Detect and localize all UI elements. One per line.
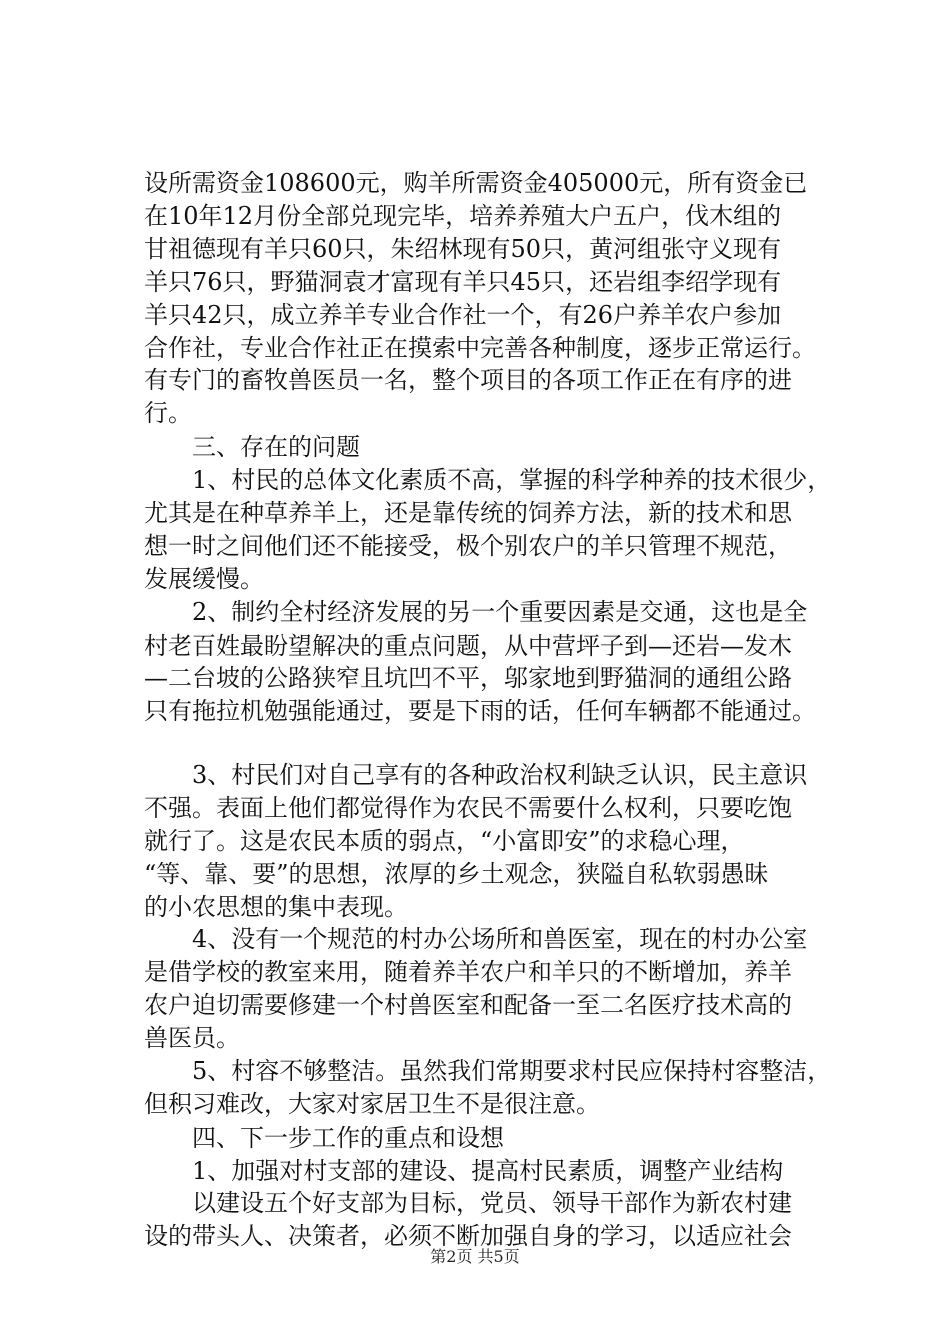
text-line: 1、村民的总体文化素质不高，掌握的科学种养的技术很少， <box>144 466 832 494</box>
text-line: 想一时之间他们还不能接受，极个别农户的羊只管理不规范， <box>144 532 792 560</box>
text-line: 不强。表面上他们都觉得作为农民不需要什么权利，只要吃饱 <box>144 794 792 822</box>
text-line: 农户迫切需要修建一个村兽医室和配备一至二名医疗技术高的 <box>144 991 792 1019</box>
text-line: 四、下一步工作的重点和设想 <box>144 1124 504 1152</box>
text-line: 发展缓慢。 <box>144 565 264 593</box>
text-line: 4、没有一个规范的村办公场所和兽医室，现在的村办公室 <box>144 925 808 953</box>
text-line: 的小农思想的集中表现。 <box>144 893 408 921</box>
text-line: 三、存在的问题 <box>144 433 360 461</box>
text-line: “等、靠、要”的思想，浓厚的乡土观念，狭隘自私软弱愚昧 <box>144 860 769 888</box>
text-line: 合作社，专业合作社正在摸索中完善各种制度，逐步正常运行。 <box>144 334 816 362</box>
text-line: 3、村民们对自己享有的各种政治权利缺乏认识，民主意识 <box>144 761 808 789</box>
text-line: 设的带头人、决策者，必须不断加强自身的学习，以适应社会 <box>144 1222 792 1250</box>
text-line: 村老百姓最盼望解决的重点问题，从中营坪子到—还岩—发木 <box>144 632 792 660</box>
text-line: 甘祖德现有羊只60只，朱绍林现有50只，黄河组张守义现有 <box>144 235 782 263</box>
text-line: 只有拖拉机勉强能通过，要是下雨的话，任何车辆都不能通过。 <box>144 697 816 725</box>
text-line: 5、村容不够整洁。虽然我们常期要求村民应保持村容整洁， <box>144 1057 832 1085</box>
text-line: 羊只76只，野猫洞袁才富现有羊只45只，还岩组李绍学现有 <box>144 268 782 296</box>
text-line: 2、制约全村经济发展的另一个重要因素是交通，这也是全 <box>144 598 808 626</box>
text-line: 兽医员。 <box>144 1024 240 1052</box>
text-line: 以建设五个好支部为目标，党员、领导干部作为新农村建 <box>144 1189 792 1217</box>
text-line: 就行了。这是农民本质的弱点，“小富即安”的求稳心理， <box>144 827 745 855</box>
text-line: 有专门的畜牧兽医员一名，整个项目的各项工作正在有序的进 <box>144 366 792 394</box>
text-line: 羊只42只，成立养羊专业合作社一个，有26户养羊农户参加 <box>144 301 782 329</box>
text-line: —二台坡的公路狭窄且坑凹不平，邬家地到野猫洞的通组公路 <box>144 664 792 692</box>
text-line: 1、加强对村支部的建设、提高村民素质，调整产业结构 <box>144 1157 784 1185</box>
text-line: 但积习难改，大家对家居卫生不是很注意。 <box>144 1090 600 1118</box>
text-line: 尤其是在种草养羊上，还是靠传统的饲养方法，新的技术和思 <box>144 499 792 527</box>
text-line: 在10年12月份全部兑现完毕，培养养殖大户五户，伐木组的 <box>144 202 782 230</box>
text-line: 行。 <box>144 399 192 427</box>
page-number: 第2页 共5页 <box>430 1247 520 1266</box>
text-line: 是借学校的教室来用，随着养羊农户和羊只的不断增加，养羊 <box>144 958 792 986</box>
text-line: 设所需资金108600元，购羊所需资金405000元，所有资金已 <box>144 169 808 197</box>
